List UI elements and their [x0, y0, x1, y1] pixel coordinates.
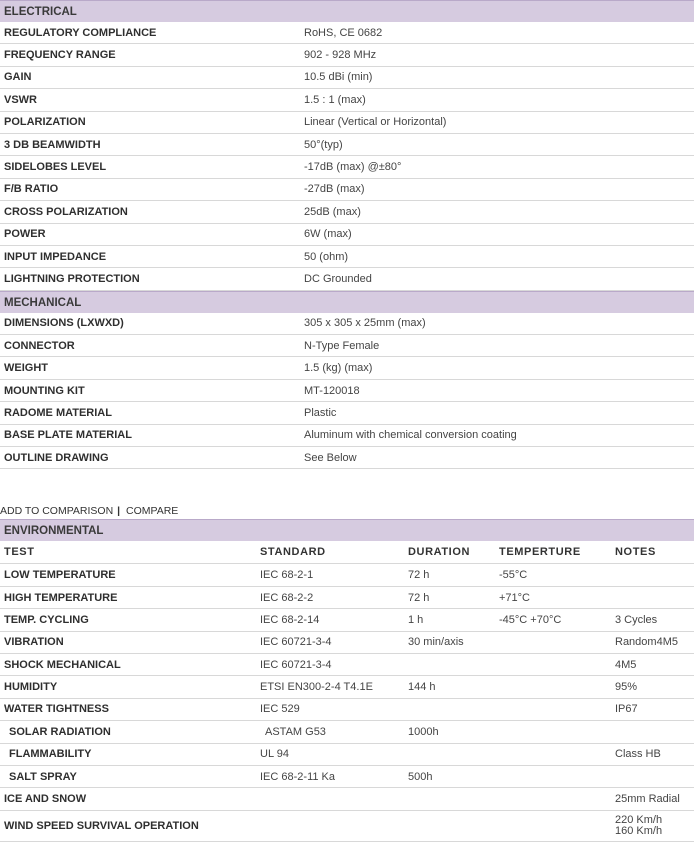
spec-value: N-Type Female	[300, 335, 694, 357]
table-row	[0, 586, 694, 608]
notes-line: 220 Km/h	[615, 813, 663, 826]
spec-value: 25dB (max)	[300, 201, 694, 223]
notes-cell: 4M5	[611, 653, 694, 675]
table-header-row	[0, 541, 694, 564]
notes-cell	[611, 721, 694, 743]
column-header-temperature: TEMPERTURE	[495, 541, 611, 564]
spec-label: POLARIZATION	[0, 111, 300, 133]
duration-cell	[404, 653, 495, 675]
standard-cell: IEC 529	[256, 698, 404, 720]
duration-cell	[404, 698, 495, 720]
temperature-cell	[495, 676, 611, 698]
notes-cell	[611, 586, 694, 608]
notes-cell	[611, 810, 694, 841]
notes-cell: IP67	[611, 698, 694, 720]
duration-cell	[404, 810, 495, 841]
spec-label: WEIGHT	[0, 357, 300, 379]
notes-cell: 3 Cycles	[611, 609, 694, 631]
mechanical-table	[0, 313, 694, 470]
temperature-cell	[495, 765, 611, 787]
test-cell: SOLAR RADIATION	[0, 721, 256, 743]
temperature-cell	[495, 653, 611, 675]
add-to-comparison-link[interactable]: ADD TO COMPARISON	[0, 505, 114, 518]
notes-cell: 25mm Radial	[611, 788, 694, 810]
spec-value: See Below	[300, 447, 694, 469]
spec-label: BASE PLATE MATERIAL	[0, 424, 300, 446]
temperature-cell: -55°C	[495, 564, 611, 586]
notes-cell: Class HB	[611, 743, 694, 765]
table-row	[0, 564, 694, 586]
test-cell: HUMIDITY	[0, 676, 256, 698]
table-row	[0, 201, 694, 223]
table-row	[0, 268, 694, 290]
spec-label: 3 DB BEAMWIDTH	[0, 133, 300, 155]
table-row	[0, 653, 694, 675]
spec-label: INPUT IMPEDANCE	[0, 245, 300, 267]
temperature-cell	[495, 788, 611, 810]
notes-cell	[611, 564, 694, 586]
spec-label: POWER	[0, 223, 300, 245]
table-row	[0, 698, 694, 720]
duration-cell: 500h	[404, 765, 495, 787]
table-row	[0, 357, 694, 379]
table-row	[0, 676, 694, 698]
test-cell: HIGH TEMPERATURE	[0, 586, 256, 608]
section-gap	[0, 469, 694, 503]
spec-label: GAIN	[0, 66, 300, 88]
standard-cell	[256, 788, 404, 810]
table-row	[0, 66, 694, 88]
mechanical-section-header: MECHANICAL	[0, 291, 694, 313]
spec-label: VSWR	[0, 89, 300, 111]
spec-value: Linear (Vertical or Horizontal)	[300, 111, 694, 133]
table-row	[0, 156, 694, 178]
spec-value: DC Grounded	[300, 268, 694, 290]
temperature-cell	[495, 698, 611, 720]
test-cell: LOW TEMPERATURE	[0, 564, 256, 586]
electrical-table	[0, 22, 694, 291]
standard-cell: IEC 68-2-1	[256, 564, 404, 586]
standard-cell: IEC 68-2-14	[256, 609, 404, 631]
table-row	[0, 424, 694, 446]
table-row	[0, 133, 694, 155]
electrical-section-header: ELECTRICAL	[0, 0, 694, 22]
spec-value: Aluminum with chemical conversion coating	[300, 424, 694, 446]
standard-cell: ASTAM G53	[256, 721, 404, 743]
table-row	[0, 335, 694, 357]
table-row	[0, 609, 694, 631]
environmental-section-header: ENVIRONMENTAL	[0, 519, 694, 541]
duration-cell: 72 h	[404, 586, 495, 608]
table-row	[0, 178, 694, 200]
duration-cell: 72 h	[404, 564, 495, 586]
spec-value: Plastic	[300, 402, 694, 424]
test-cell: FLAMMABILITY	[0, 743, 256, 765]
spec-value: -27dB (max)	[300, 178, 694, 200]
table-row	[0, 788, 694, 810]
column-header-duration: DURATION	[404, 541, 495, 564]
table-row	[0, 22, 694, 44]
table-row	[0, 631, 694, 653]
spec-value: 902 - 928 MHz	[300, 44, 694, 66]
table-row	[0, 89, 694, 111]
spec-label: RADOME MATERIAL	[0, 402, 300, 424]
spec-value: MT-120018	[300, 379, 694, 401]
duration-cell	[404, 788, 495, 810]
temperature-cell	[495, 810, 611, 841]
table-row	[0, 379, 694, 401]
table-row	[0, 245, 694, 267]
notes-cell: Random4M5	[611, 631, 694, 653]
spec-label: CROSS POLARIZATION	[0, 201, 300, 223]
spec-value: 6W (max)	[300, 223, 694, 245]
spec-value: -17dB (max) @±80°	[300, 156, 694, 178]
column-header-test: TEST	[0, 541, 256, 564]
table-row	[0, 44, 694, 66]
compare-link[interactable]: COMPARE	[125, 505, 179, 518]
standard-cell: IEC 68-2-11 Ka	[256, 765, 404, 787]
spec-label: SIDELOBES LEVEL	[0, 156, 300, 178]
spec-label: F/B RATIO	[0, 178, 300, 200]
standard-cell: IEC 60721-3-4	[256, 653, 404, 675]
column-header-notes: NOTES	[611, 541, 694, 564]
spec-value: 305 x 305 x 25mm (max)	[300, 313, 694, 335]
duration-cell: 1000h	[404, 721, 495, 743]
notes-cell: 95%	[611, 676, 694, 698]
table-row	[0, 402, 694, 424]
temperature-cell	[495, 721, 611, 743]
notes-line: 160 Km/h	[615, 824, 663, 837]
test-cell: WIND SPEED SURVIVAL OPERATION	[0, 810, 256, 841]
table-row	[0, 765, 694, 787]
compare-separator: |	[117, 505, 121, 518]
temperature-cell	[495, 743, 611, 765]
table-row	[0, 743, 694, 765]
standard-cell: IEC 60721-3-4	[256, 631, 404, 653]
test-cell: SALT SPRAY	[0, 765, 256, 787]
table-row	[0, 721, 694, 743]
duration-cell: 144 h	[404, 676, 495, 698]
duration-cell: 1 h	[404, 609, 495, 631]
spec-label: MOUNTING KIT	[0, 379, 300, 401]
duration-cell	[404, 743, 495, 765]
spec-value: 1.5 : 1 (max)	[300, 89, 694, 111]
spec-label: CONNECTOR	[0, 335, 300, 357]
standard-cell: UL 94	[256, 743, 404, 765]
spec-value: 10.5 dBi (min)	[300, 66, 694, 88]
temperature-cell: +71°C	[495, 586, 611, 608]
column-header-standard: STANDARD	[256, 541, 404, 564]
spec-value: 50 (ohm)	[300, 245, 694, 267]
compare-links	[0, 503, 694, 519]
table-row	[0, 223, 694, 245]
standard-cell: ETSI EN300-2-4 T4.1E	[256, 676, 404, 698]
test-cell: ICE AND SNOW	[0, 788, 256, 810]
table-row	[0, 810, 694, 841]
test-cell: SHOCK MECHANICAL	[0, 653, 256, 675]
duration-cell: 30 min/axis	[404, 631, 495, 653]
spec-label: REGULATORY COMPLIANCE	[0, 22, 300, 44]
spec-value: 50°(typ)	[300, 133, 694, 155]
spec-value: 1.5 (kg) (max)	[300, 357, 694, 379]
spec-label: FREQUENCY RANGE	[0, 44, 300, 66]
spec-label: LIGHTNING PROTECTION	[0, 268, 300, 290]
table-row	[0, 111, 694, 133]
test-cell: TEMP. CYCLING	[0, 609, 256, 631]
table-row	[0, 447, 694, 469]
temperature-cell	[495, 631, 611, 653]
environmental-table	[0, 541, 694, 841]
spec-label: DIMENSIONS (LXWXD)	[0, 313, 300, 335]
table-row	[0, 313, 694, 335]
test-cell: WATER TIGHTNESS	[0, 698, 256, 720]
spec-label: OUTLINE DRAWING	[0, 447, 300, 469]
spec-value: RoHS, CE 0682	[300, 22, 694, 44]
notes-cell	[611, 765, 694, 787]
test-cell: VIBRATION	[0, 631, 256, 653]
temperature-cell: -45°C +70°C	[495, 609, 611, 631]
standard-cell	[256, 810, 404, 841]
standard-cell: IEC 68-2-2	[256, 586, 404, 608]
